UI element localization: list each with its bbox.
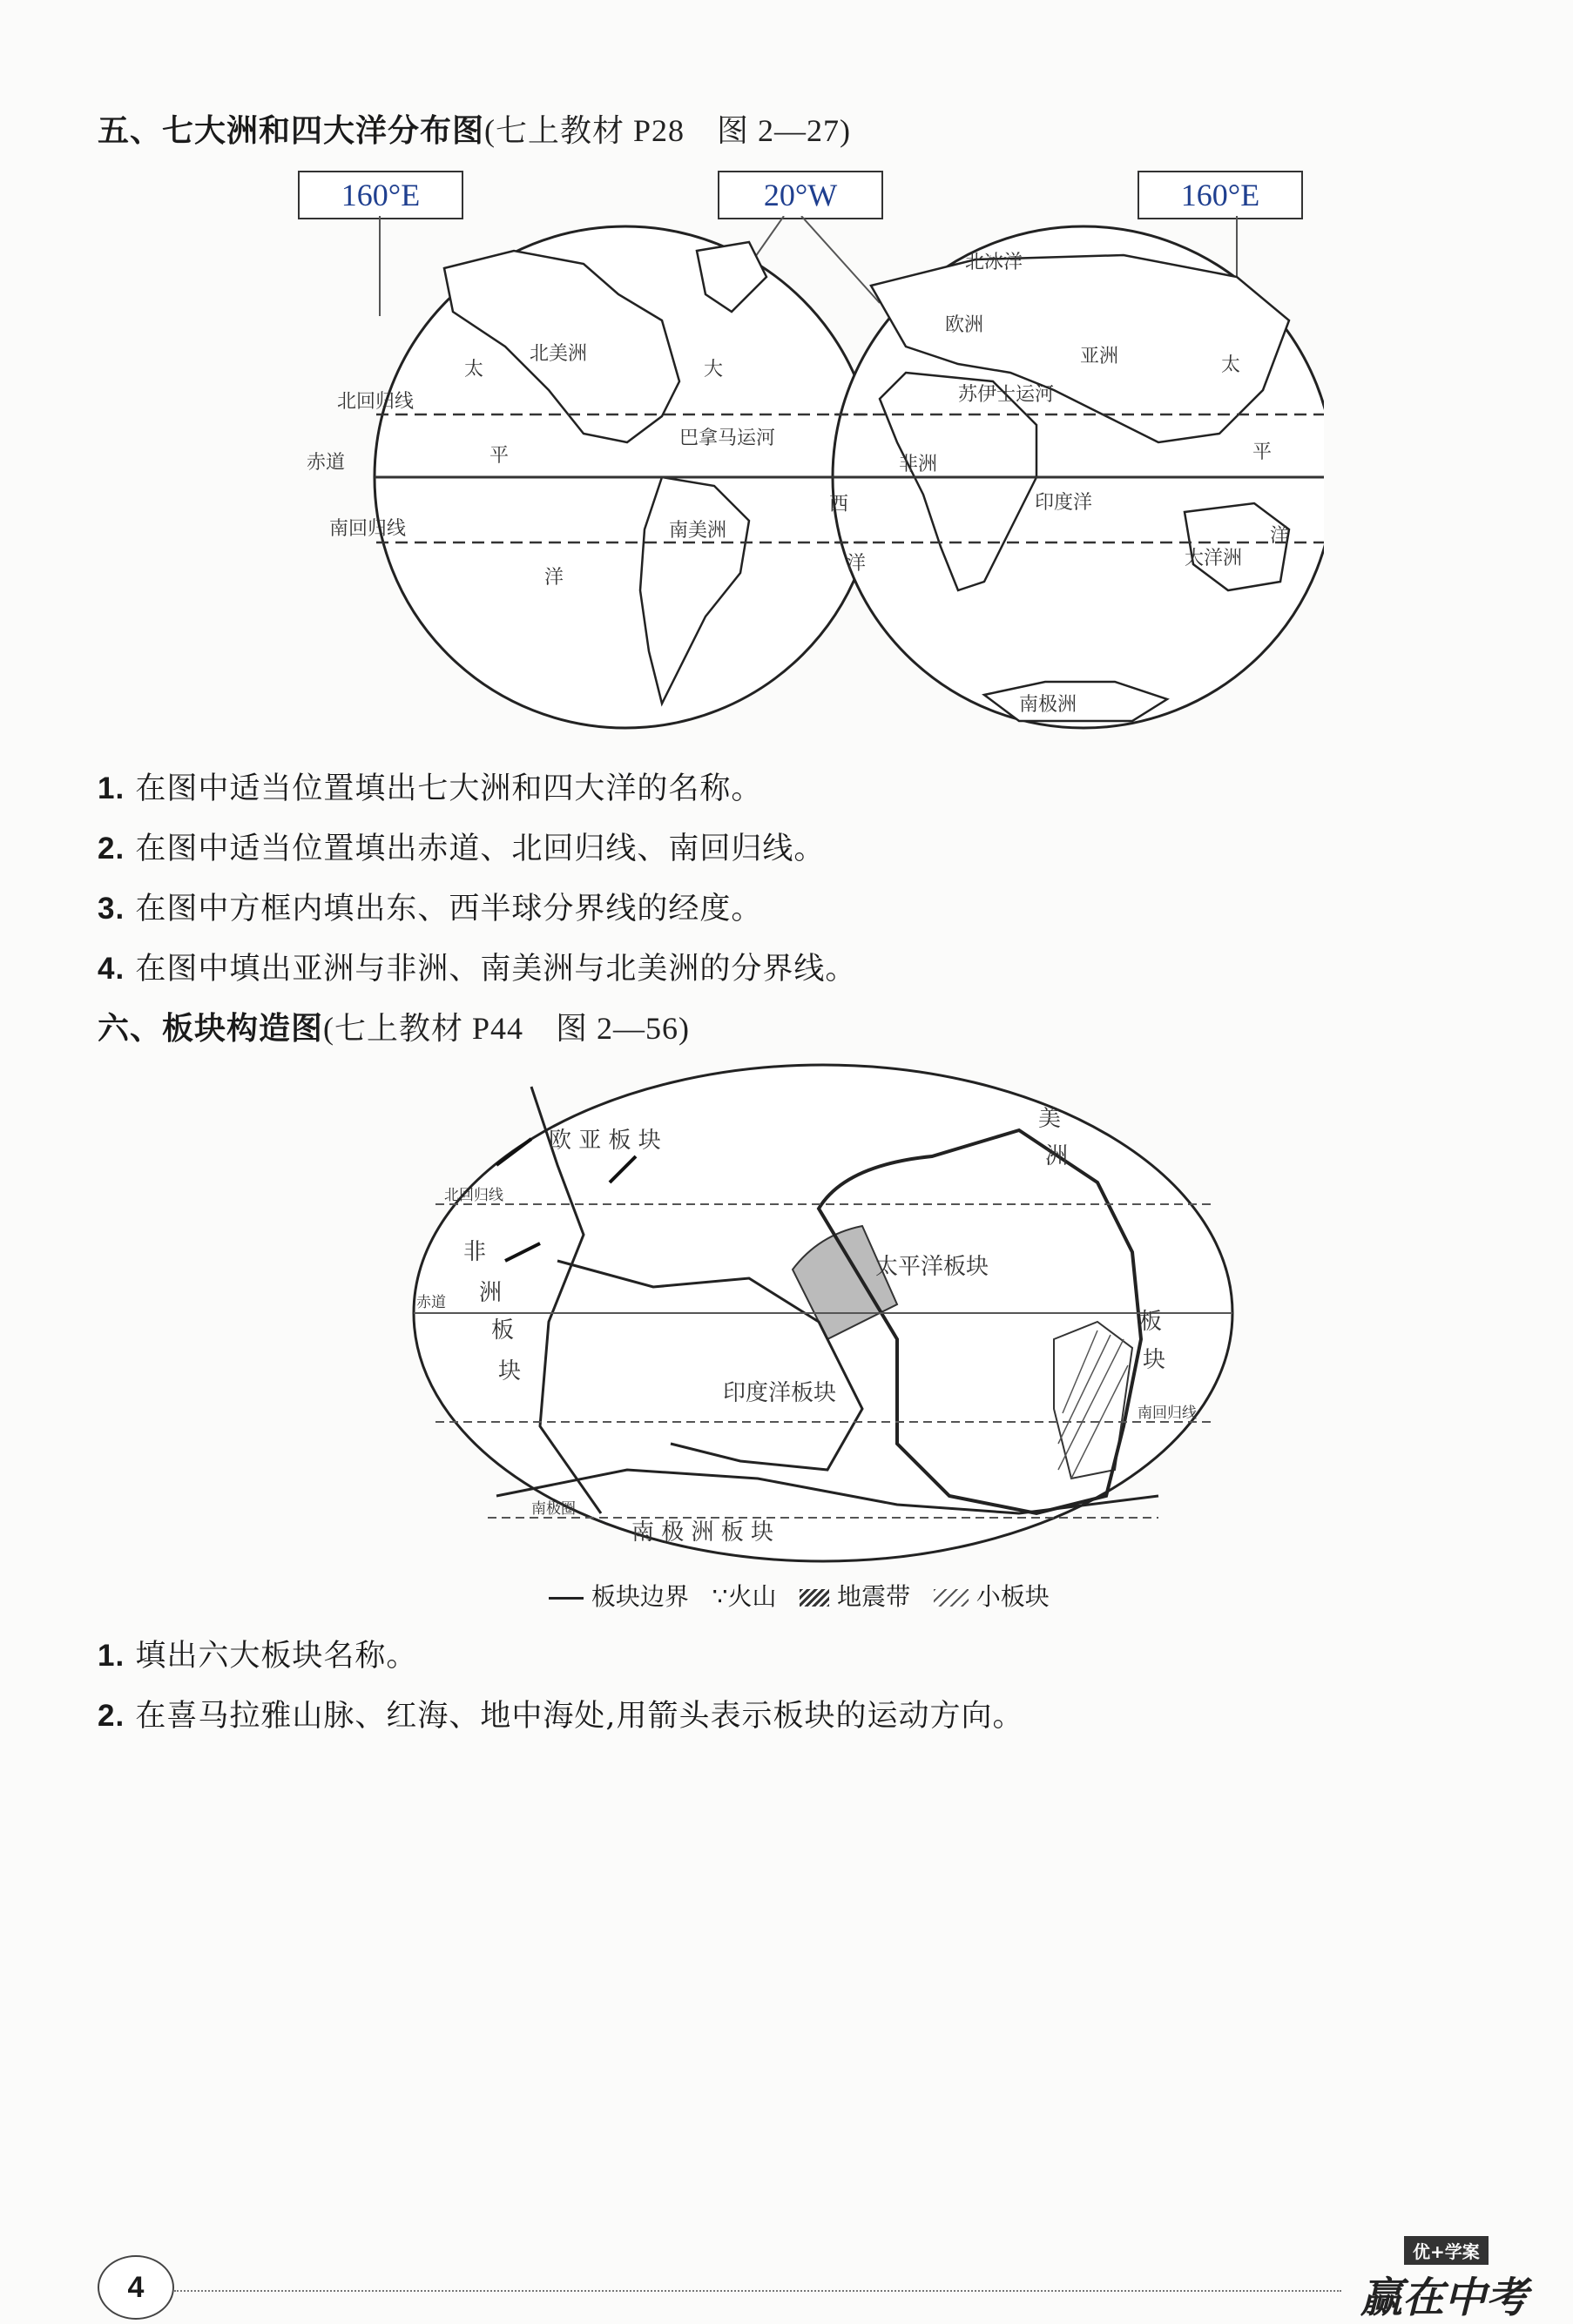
label-tropic-capricorn-w: 南回归线 xyxy=(329,518,407,540)
brand-logo: 赢在中考 xyxy=(1360,2273,1529,2322)
boundary-line-icon xyxy=(549,1597,584,1600)
longitude-box-left[interactable]: 160°E xyxy=(298,171,463,219)
label-america-zhou: 洲 xyxy=(1045,1143,1069,1169)
longitude-box-middle[interactable]: 20°W xyxy=(718,171,883,219)
legend-small: 小板块 xyxy=(976,1582,1050,1611)
label-south-america: 南美洲 xyxy=(669,520,727,542)
label-atlantic-xi: 西 xyxy=(829,494,849,515)
label-panama: 巴拿马运河 xyxy=(679,428,776,449)
label-antarctic-circle: 南极圈 xyxy=(531,1500,576,1518)
label-pacific-tai-right: 太 xyxy=(1221,354,1241,376)
hemisphere-map xyxy=(296,216,1324,738)
section-5-heading xyxy=(98,106,851,151)
section-6-title: 六、板块构造图 xyxy=(98,1011,324,1047)
label-indian-plate: 印度洋板块 xyxy=(723,1380,837,1406)
label-atlantic-yang: 洋 xyxy=(847,553,867,575)
label-africa-ban: 板 xyxy=(491,1317,515,1344)
label-arctic: 北冰洋 xyxy=(965,252,1023,273)
label-eurasian-plate: 欧 亚 板 块 xyxy=(549,1128,661,1154)
section-5-source: (七上教材 P28 图 2—27) xyxy=(484,113,852,148)
plate-tectonics-map xyxy=(409,1061,1237,1574)
label-africa-zhou: 洲 xyxy=(479,1280,503,1306)
section5-question-3: 3. 在图中方框内填出东、西半球分界线的经度。 xyxy=(98,892,763,926)
label-antarctic-plate: 南 极 洲 板 块 xyxy=(631,1519,774,1546)
label-tropic-capricorn-plate: 南回归线 xyxy=(1138,1405,1197,1422)
label-tropic-cancer-w: 北回归线 xyxy=(337,391,415,413)
page-number: 4 xyxy=(127,2271,145,2304)
label-equator-w: 赤道 xyxy=(307,452,346,474)
label-equator-plate: 赤道 xyxy=(416,1294,446,1311)
label-pacific-plate: 太平洋板块 xyxy=(875,1254,989,1280)
footer-divider xyxy=(174,2290,1341,2292)
label-pacific-ping-right: 平 xyxy=(1252,441,1273,463)
page-number-circle xyxy=(98,2255,174,2320)
section6-question-2: 2. 在喜马拉雅山脉、红海、地中海处,用箭头表示板块的运动方向。 xyxy=(98,1699,1024,1734)
label-asia: 亚洲 xyxy=(1080,346,1119,367)
label-pacific-yang-right: 洋 xyxy=(1270,525,1290,547)
section-6-heading xyxy=(98,1004,690,1048)
legend-boundary: 板块边界 xyxy=(591,1582,689,1611)
section-6-source: (七上教材 P44 图 2—56) xyxy=(323,1011,691,1046)
legend-volcano: 火山 xyxy=(727,1582,777,1611)
longitude-box-right[interactable]: 160°E xyxy=(1138,171,1303,219)
label-atlantic-da-left: 大 xyxy=(704,359,724,381)
legend-quake: 地震带 xyxy=(837,1582,911,1611)
label-antarctica: 南极洲 xyxy=(1019,694,1077,716)
label-indian: 印度洋 xyxy=(1035,492,1093,514)
label-africa-fei: 非 xyxy=(463,1239,487,1265)
section5-question-4: 4. 在图中填出亚洲与非洲、南美洲与北美洲的分界线。 xyxy=(98,952,857,987)
brand-small-badge: 优+学案 xyxy=(1404,2236,1489,2265)
label-america-ban: 板 xyxy=(1139,1309,1163,1335)
label-tropic-cancer-plate: 北回归线 xyxy=(444,1187,503,1204)
label-europe: 欧洲 xyxy=(945,314,984,336)
label-oceania: 大洋洲 xyxy=(1185,548,1243,569)
volcano-icon: ∵ xyxy=(712,1582,728,1611)
section-5-title: 五、七大洲和四大洋分布图 xyxy=(98,113,485,149)
section5-question-1: 1. 在图中适当位置填出七大洲和四大洋的名称。 xyxy=(98,771,763,806)
small-plate-icon xyxy=(934,1589,969,1607)
label-north-america: 北美洲 xyxy=(530,343,588,365)
label-america-kuai: 块 xyxy=(1143,1347,1166,1373)
label-africa: 非洲 xyxy=(899,454,938,475)
section6-question-1: 1. 填出六大板块名称。 xyxy=(98,1639,418,1674)
label-suez: 苏伊士运河 xyxy=(958,384,1055,406)
label-africa-kuai: 块 xyxy=(498,1358,522,1384)
label-pacific-yang: 洋 xyxy=(544,567,564,589)
quake-zone-icon xyxy=(800,1589,829,1607)
label-pacific-tai-left: 太 xyxy=(464,359,484,381)
label-pacific-ping: 平 xyxy=(489,445,510,467)
section5-question-2: 2. 在图中适当位置填出赤道、北回归线、南回归线。 xyxy=(98,832,826,866)
map-legend xyxy=(549,1578,1050,1613)
label-america-mei: 美 xyxy=(1038,1106,1062,1132)
